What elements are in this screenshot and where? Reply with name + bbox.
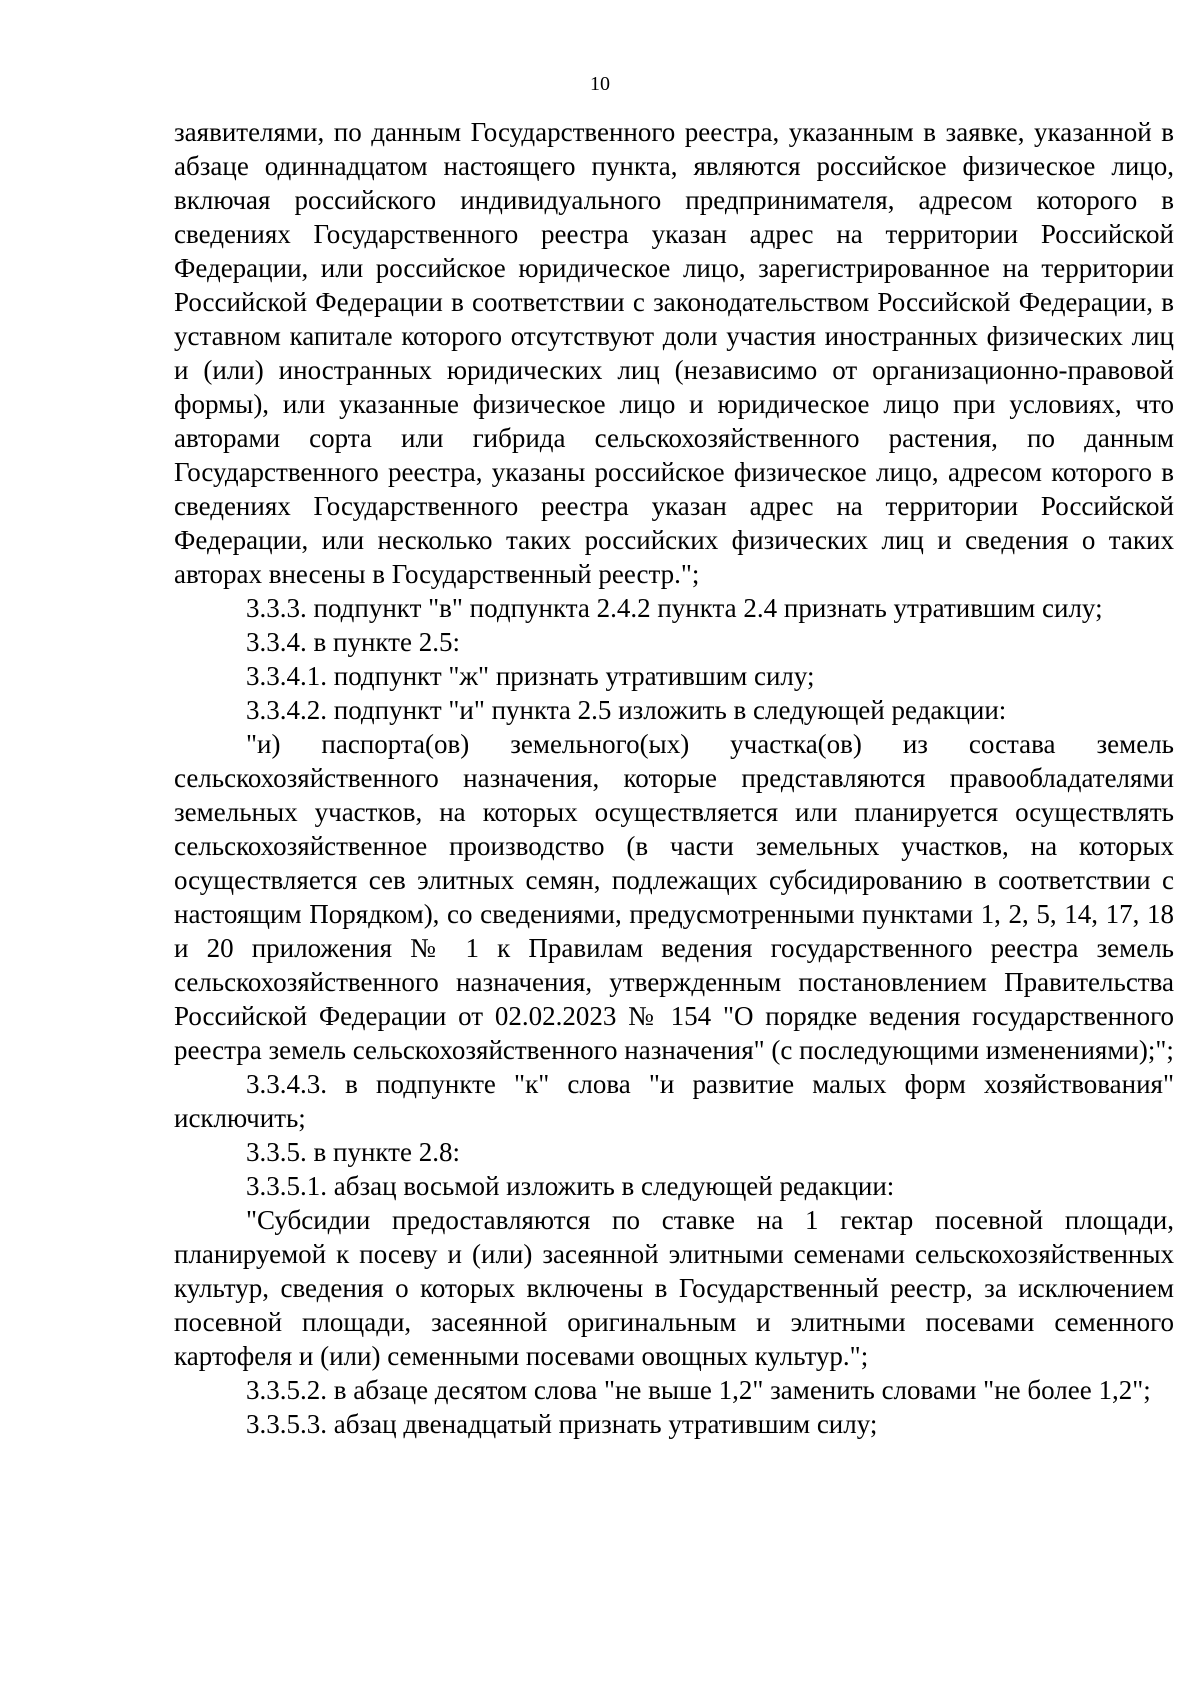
paragraph: 3.3.5.3. абзац двенадцатый признать утратившим силу;	[246, 1409, 878, 1439]
paragraph: 3.3.4.3. в подпункте "к" слова "и развитие малых форм хозяйствования" исключить;	[174, 1069, 1174, 1133]
paragraph: "Субсидии предоставляются по ставке на 1 гектар посевной площади, планируемой к посеву и (или) засеянной элитными семенами сельскохозяйственных культур, сведения о которых включены в Государственный реестр, за исключением посевной площади, засеянной оригинальным и элитными посевами семенного картофеля и (или) семенными посевами овощных культур.";	[174, 1205, 1174, 1371]
paragraph: "и) паспорта(ов) земельного(ых) участка(ов) из состава земель сельскохозяйственного назначения, которые представляются правообладателями земельных участков, на которых осуществляется или планируется осуществлять сельскохозяйственное производство (в части земельных участков, на которых осуществляется сев элитных семян, подлежащих субсидированию в соответствии с настоящим Порядком), со сведениями, предусмотренными пунктами 1, 2, 5, 14, 17, 18 и 20 приложения № 1 к Правилам ведения государственного реестра земель сельскохозяйственного назначения, утвержденным постановлением Правительства Российской Федерации от 02.02.2023 № 154 "О порядке ведения государственного реестра земель сельскохозяйственного назначения" (с последующими изменениями);";	[174, 729, 1174, 1065]
page-number: 10	[590, 73, 610, 95]
paragraph: 3.3.5.2. в абзаце десятом слова "не выше 1,2" заменить словами "не более 1,2";	[246, 1375, 1151, 1405]
paragraph: 3.3.4. в пункте 2.5:	[246, 627, 460, 657]
paragraph: 3.3.4.2. подпункт "и" пункта 2.5 изложить в следующей редакции:	[246, 695, 1007, 725]
document-body	[174, 115, 1174, 1441]
paragraph: заявителями, по данным Государственного реестра, указанным в заявке, указанной в абзаце одиннадцатом настоящего пункта, являются российское физическое лицо, включая российского индивидуального предпринимателя, адресом которого в сведениях Государственного реестра указан адрес на территории Российской Федерации, или российское юридическое лицо, зарегистрированное на территории Российской Федерации в соответствии с законодательством Российской Федерации, в уставном капитале которого отсутствуют доли участия иностранных физических лиц и (или) иностранных юридических лиц (независимо от организационно-правовой формы), или указанные физическое лицо и юридическое лицо при условиях, что авторами сорта или гибрида сельскохозяйственного растения, по данным Государственного реестра, указаны российское физическое лицо, адресом которого в сведениях Государственного реестра указан адрес на территории Российской Федерации, или несколько таких российских физических лиц и сведения о таких авторах внесены в Государственный реестр.";	[174, 117, 1174, 589]
paragraph: 3.3.4.1. подпункт "ж" признать утратившим силу;	[246, 661, 815, 691]
paragraph: 3.3.5.1. абзац восьмой изложить в следующей редакции:	[246, 1171, 895, 1201]
paragraph: 3.3.3. подпункт "в" подпункта 2.4.2 пункта 2.4 признать утратившим силу;	[246, 593, 1103, 623]
paragraph: 3.3.5. в пункте 2.8:	[246, 1137, 460, 1167]
